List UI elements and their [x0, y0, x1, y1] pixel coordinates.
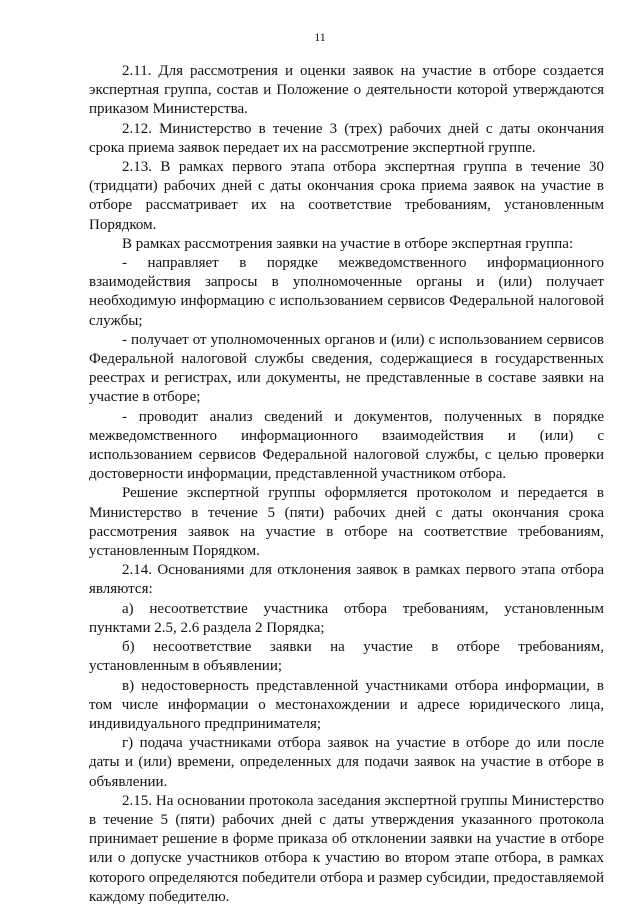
- list-item-analyzes-data: - проводит анализ сведений и документов, полученных в порядке межведомственного информационного взаимодействия и (или) с использованием сервисов Федеральной налоговой службы, с целью проверки достоверности информации, представленной участником отбора.: [89, 408, 604, 483]
- list-item-b: б) несоответствие заявки на участие в отборе требованиям, установленным в объявлении;: [89, 639, 604, 675]
- list-item-a: а) несоответствие участника отбора требованиям, установленным пунктами 2.5, 2.6 раздела 2 Порядка;: [89, 600, 604, 636]
- paragraph-2-15: 2.15. На основании протокола заседания экспертной группы Министерство в течение 5 (пяти) рабочих дней с даты утверждения указанного протокола принимает решение в форме приказа об отклонении заявки на участие в отборе или о допуске участников отбора к участию во втором этапе отбора, в рамках которого определяются победители отбора и размер субсидии, предоставляемой каждому победителю.: [89, 792, 604, 905]
- list-item-sends-requests: - направляет в порядке межведомственного информационного взаимодействия запросы в уполномоченные органы и (или) получает необходимую информацию с использованием сервисов Федеральной налоговой службы;: [89, 255, 604, 329]
- paragraph-2-12: 2.12. Министерство в течение 3 (трех) рабочих дней с даты окончания срока приема заявок передает их на рассмотрение экспертной группе.: [89, 120, 604, 156]
- paragraph-2-13: 2.13. В рамках первого этапа отбора экспертная группа в течение 30 (тридцати) рабочих дней с даты окончания срока приема заявок на участие в отборе рассматривает их на соответствие требованиям, установленным Порядком.: [89, 159, 604, 233]
- paragraph-2-11: 2.11. Для рассмотрения и оценки заявок на участие в отборе создается экспертная группа, состав и Положение о деятельности которой утверждаются приказом Министерства.: [89, 63, 604, 118]
- paragraph-review-intro: В рамках рассмотрения заявки на участие в отборе экспертная группа:: [122, 235, 574, 252]
- page-number: 11: [314, 30, 326, 44]
- list-item-v: в) недостоверность представленной участниками отбора информации, в том числе информации о местонахождении и адресе юридического лица, индивидуального предпринимателя;: [89, 677, 604, 732]
- paragraph-2-14: 2.14. Основаниями для отклонения заявок в рамках первого этапа отбора являются:: [89, 562, 604, 598]
- list-item-receives-info: - получает от уполномоченных органов и (или) с использованием сервисов Федеральной налоговой службы сведения, содержащиеся в государственных реестрах и регистрах, или документы, не представленные в составе заявки на участие в отборе;: [89, 331, 604, 406]
- document-body: [89, 62, 604, 907]
- paragraph-decision: Решение экспертной группы оформляется протоколом и передается в Министерство в течение 5 (пяти) рабочих дней с даты окончания срока рассмотрения заявок на участие в отборе на соответствие требованиям, установленным Порядком.: [89, 485, 604, 560]
- list-item-g: г) подача участниками отбора заявок на участие в отборе до или после даты и (или) времени, определенных для подачи заявок на участие в отборе в объявлении.: [89, 735, 604, 790]
